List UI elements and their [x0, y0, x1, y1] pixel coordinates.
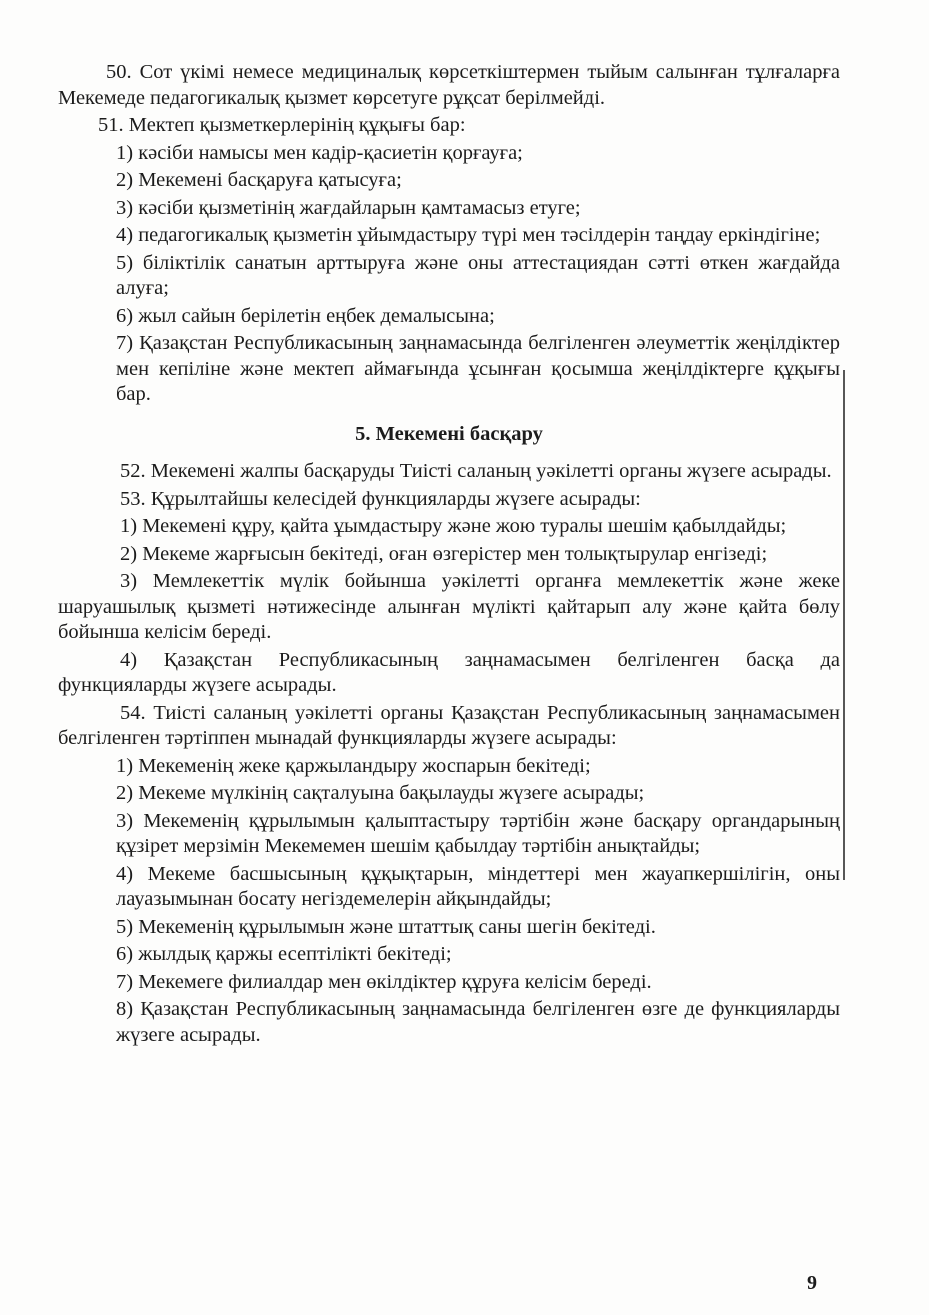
- rights-item: 3) кәсіби қызметінің жағдайларын қамтамасыз етуге;: [116, 196, 581, 219]
- rights-item: 7) Қазақстан Республикасының заңнамасында белгіленген әлеуметтік жеңілдіктер мен кепіліне және мектеп аймағында ұсынған қосымша жеңілдіктерге құқығы бар.: [116, 332, 840, 405]
- rights-item: 6) жыл сайын берілетін еңбек демалысына;: [116, 304, 495, 327]
- authority-function-item: 7) Мекемеге филиалдар мен өкілдіктер құруға келісім береді.: [116, 970, 652, 993]
- section-heading: 5. Мекемені басқару: [355, 422, 543, 445]
- authority-function-item: 1) Мекеменің жеке қаржыландыру жоспарын бекітеді;: [116, 754, 591, 777]
- rights-item: 2) Мекемені басқаруға қатысуға;: [116, 169, 402, 191]
- document-body: [58, 60, 840, 1050]
- rights-item: 4) педагогикалық қызметін ұйымдастыру түрі мен тәсілдерін таңдау еркіндігіне;: [116, 224, 821, 246]
- paragraph-51: 51. Мектеп қызметкерлерінің құқығы бар:: [98, 114, 466, 136]
- scan-edge-line: [843, 370, 845, 880]
- authority-function-item: 2) Мекеме мүлкінің сақталуына бақылауды жүзеге асырады;: [116, 782, 645, 804]
- founder-function-item: 3) Мемлекеттік мүлік бойынша уәкілетті органға мемлекеттік және жеке шаруашылық қызметі нәтижесінде алынған мүлікті қайтарып алу және қайта бөлу бойынша келісім береді.: [58, 570, 840, 643]
- page-number: 9: [807, 1272, 817, 1294]
- paragraph-53: 53. Құрылтайшы келесідей функцияларды жүзеге асырады:: [120, 487, 641, 510]
- authority-function-item: 4) Мекеме басшысының құқықтарын, міндеттері мен жауапкершілігін, оны лауазымынан босату негіздемелерін айқындайды;: [116, 862, 840, 910]
- authority-function-item: 5) Мекеменің құрылымын және штаттық саны шегін бекітеді.: [116, 915, 656, 938]
- rights-item: 1) кәсіби намысы мен кадір-қасиетін қорғауға;: [116, 141, 523, 164]
- founder-function-item: 2) Мекеме жарғысын бекітеді, оған өзгерістер мен толықтырулар енгізеді;: [120, 542, 768, 565]
- authority-function-item: 3) Мекеменің құрылымын қалыптастыру тәртібін және басқару органдарының құзірет мерзімін Мекемемен шешім қабылдау тәртібін анықтайды;: [116, 809, 840, 857]
- paragraph-52: 52. Мекемені жалпы басқаруды Тиісті саланың уәкілетті органы жүзеге асырады.: [120, 460, 832, 482]
- authority-function-item: 6) жылдық қаржы есептілікті бекітеді;: [116, 943, 452, 965]
- rights-item: 5) біліктілік санатын арттыруға және оны аттестациядан сәтті өткен жағдайда алуға;: [116, 251, 840, 299]
- authority-function-item: 8) Қазақстан Республикасының заңнамасында белгіленген өзге де функцияларды жүзеге асырады.: [116, 998, 840, 1046]
- founder-function-item: 1) Мекемені құру, қайта ұымдастыру және жою туралы шешім қабылдайды;: [120, 515, 787, 537]
- paragraph-50: 50. Сот үкімі немесе медициналық көрсеткіштермен тыйым салынған тұлғаларға Мекемеде педагогикалық қызмет көрсетуге рұқсат берілмейді.: [58, 61, 840, 109]
- founder-function-item: 4) Қазақстан Республикасының заңнамасымен белгіленген басқа да функцияларды жүзеге асырады.: [58, 648, 840, 696]
- paragraph-54: 54. Тиісті саланың уәкілетті органы Қазақстан Республикасының заңнамасымен белгіленген тәртіппен мынадай функцияларды жүзеге асырады:: [58, 701, 840, 749]
